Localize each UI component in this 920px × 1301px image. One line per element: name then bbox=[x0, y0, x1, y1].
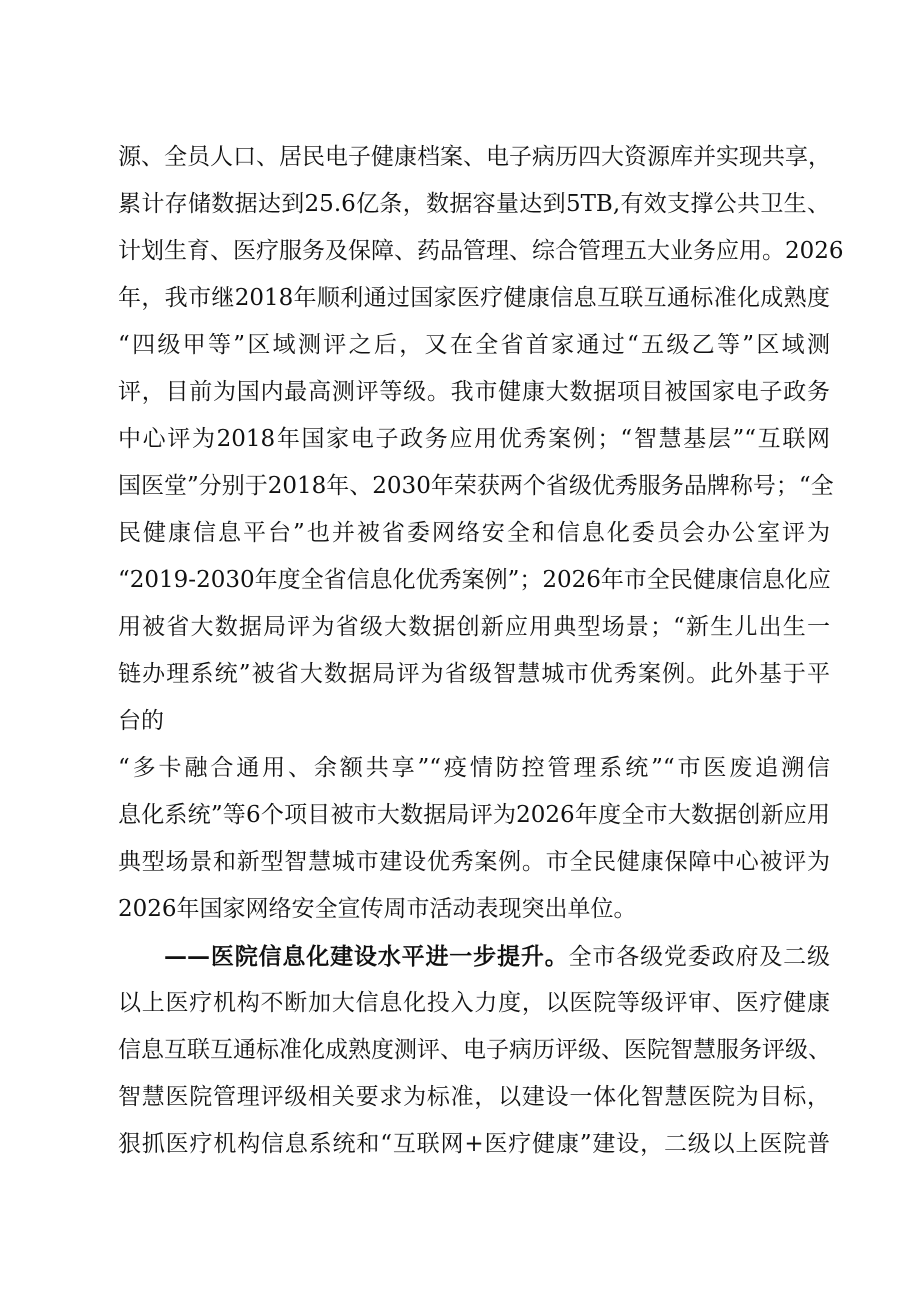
paragraph-2 bbox=[118, 933, 830, 1168]
text-line: 中心评为2018年国家电子政务应用优秀案例；“智慧基层”“互联网 bbox=[118, 426, 830, 452]
text-line: 计划生育、医疗服务及保障、药品管理、综合管理五大业务应用。2026 bbox=[118, 238, 844, 264]
paragraph-1 bbox=[118, 134, 844, 933]
text-line: 链办理系统”被省大数据局评为省级智慧城市优秀案例。此外基于平 bbox=[118, 661, 830, 687]
section-heading: ——医院信息化建设水平进一步提升。 bbox=[164, 943, 569, 970]
text-line: 以上医疗机构不断加大信息化投入力度，以医院等级评审、医疗健康 bbox=[118, 990, 830, 1016]
paragraph-2-first-line bbox=[118, 933, 830, 980]
text-line: 源、全员人口、居民电子健康档案、电子病历四大资源库并实现共享， bbox=[118, 144, 831, 170]
text-line: “多卡融合通用、余额共享”“疫情防控管理系统”“市医废追溯信 bbox=[118, 755, 830, 781]
text-line: 国医堂”分别于2018年、2030年荣获两个省级优秀服务品牌称号；“全 bbox=[118, 473, 834, 499]
text-line: 年，我市继2018年顺利通过国家医疗健康信息互联互通标准化成熟度 bbox=[118, 285, 830, 311]
text-run: 全市各级党委政府及二级 bbox=[568, 944, 831, 970]
text-line: 用被省大数据局评为省级大数据创新应用典型场景；“新生儿出生一 bbox=[118, 614, 830, 640]
document-body bbox=[118, 134, 844, 1168]
text-line: 狠抓医疗机构信息系统和“互联网+医疗健康”建设，二级以上医院普 bbox=[118, 1131, 830, 1157]
text-line: 典型场景和新型智慧城市建设优秀案例。市全民健康保障中心被评为 bbox=[118, 849, 830, 875]
text-line: 民健康信息平台”也并被省委网络安全和信息化委员会办公室评为 bbox=[118, 520, 830, 546]
text-line: 累计存储数据达到25.6亿条，数据容量达到5TB,有效支撑公共卫生、 bbox=[118, 191, 830, 217]
text-line: 台的 bbox=[118, 708, 164, 734]
text-line: “2019-2030年度全省信息化优秀案例”；2026年市全民健康信息化应 bbox=[118, 567, 831, 593]
text-line: 智慧医院管理评级相关要求为标准，以建设一体化智慧医院为目标， bbox=[118, 1084, 830, 1110]
text-line: 信息互联互通标准化成熟度测评、电子病历评级、医院智慧服务评级、 bbox=[118, 1037, 831, 1063]
text-line: 2026年国家网络安全宣传周市活动表现突出单位。 bbox=[118, 896, 637, 922]
text-line: “四级甲等”区域测评之后，又在全省首家通过“五级乙等”区域测 bbox=[118, 332, 830, 358]
text-line: 评，目前为国内最高测评等级。我市健康大数据项目被国家电子政务 bbox=[118, 379, 830, 405]
text-line: 息化系统”等6个项目被市大数据局评为2026年度全市大数据创新应用 bbox=[118, 802, 830, 828]
